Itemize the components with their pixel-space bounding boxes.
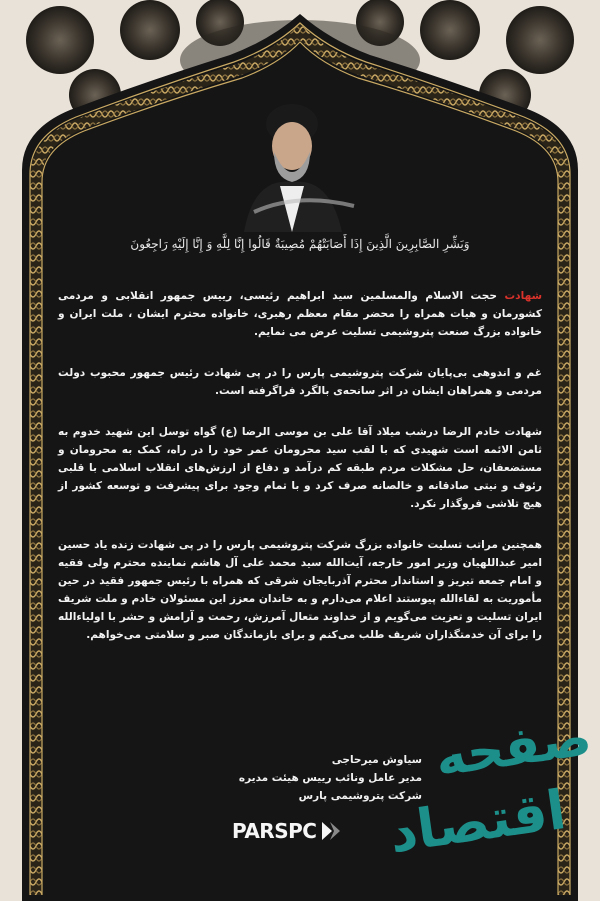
paragraph-1 [48, 287, 552, 341]
paragraph-3: شهادت خادم الرضا درشب میلاد آقا علی بن موسی الرضا (ع) گواه توسل این شهید خدوم به ثامن الائمه است شهیدی که با لقب سید محرومان عمر خود را در راه، کمک به محرومان و مستضعفان، حل مشکلات مردم طبقه کم درآمد و دفاع از ارزش‌های انقلاب اسلامی با قلبی رئوف و نیتی صادقانه و خالصانه صرف کرد و با تمام وجود برای پیشرفت و توسعه کشور از هیچ تلاشی فروگذار نکرد. [58, 425, 542, 510]
paragraph-text: حجت الاسلام والمسلمین سید ابراهیم رئیسی، رییس جمهور انقلابی و مردمی کشورمان و هیات همراه را محضر مقام معظم رهبری، خانواده محترم ایشان ، ملت ایران و خانواده بزرگ صنعت پتروشیمی تسلیت عرض می نمایم. [58, 289, 542, 338]
company-logo [232, 819, 342, 843]
watermark-line-2: اقتصاد [385, 777, 570, 866]
watermark-line-1: صفحه [431, 707, 596, 789]
watermark [338, 708, 600, 898]
portrait-image [234, 82, 362, 232]
signatory-company: شرکت پتروشیمی پارس [298, 790, 422, 802]
statement-body [48, 236, 552, 667]
logo-text: PARSPC [232, 819, 317, 843]
signatory-name: سیاوش میرحاجی [331, 754, 422, 766]
quran-verse: وَبَشِّرِ الصَّابِرِینَ الَّذِینَ إِذَا أَصَابَتْهُمْ مُصِیبَةٌ قَالُوا إِنَّا لِلَّهِ وَ إِنَّا إِلَیْهِ رَاجِعُونَ [130, 237, 470, 251]
paragraph-2: غم و اندوهی بی‌پایان شرکت پتروشیمی پارس را در پی شهادت رئیس جمهور محبوب دولت مردمی و همراهان ایشان در اثر سانحه‌ی بالگرد فراگرفته است. [58, 366, 542, 397]
highlight-word: شهادت [504, 289, 542, 302]
signatory-title: مدیر عامل ونائب رییس هیئت مدیره [238, 772, 422, 784]
paragraph-4: همچنین مراتب تسلیت خانواده بزرگ شرکت پتروشیمی پارس را در پی شهادت زنده یاد حسین امیر عبداللهیان وزیر امور خارجه، آیت‌الله سید محمد علی آل هاشم نماینده محترم ولی فقیه و امام جمعه تبریز و استاندار محترم آذربایجان شرقی که همراه با رئیس جمهور فقید در حین مأموریت به لقاءالله پیوستند اعلام می‌دارم و به خاندان معزز این مسئولان خادم و ملت شریف ایران تسلیت و تعزیت می‌گویم و از خداوند متعال آمرزش، رحمت و آرامش و حشر با اولیاءالله را برای آن خدمتگذاران شریف طلب می‌کنم و برای بازماندگان صبر و سلامتی می‌خواهم. [58, 538, 542, 641]
